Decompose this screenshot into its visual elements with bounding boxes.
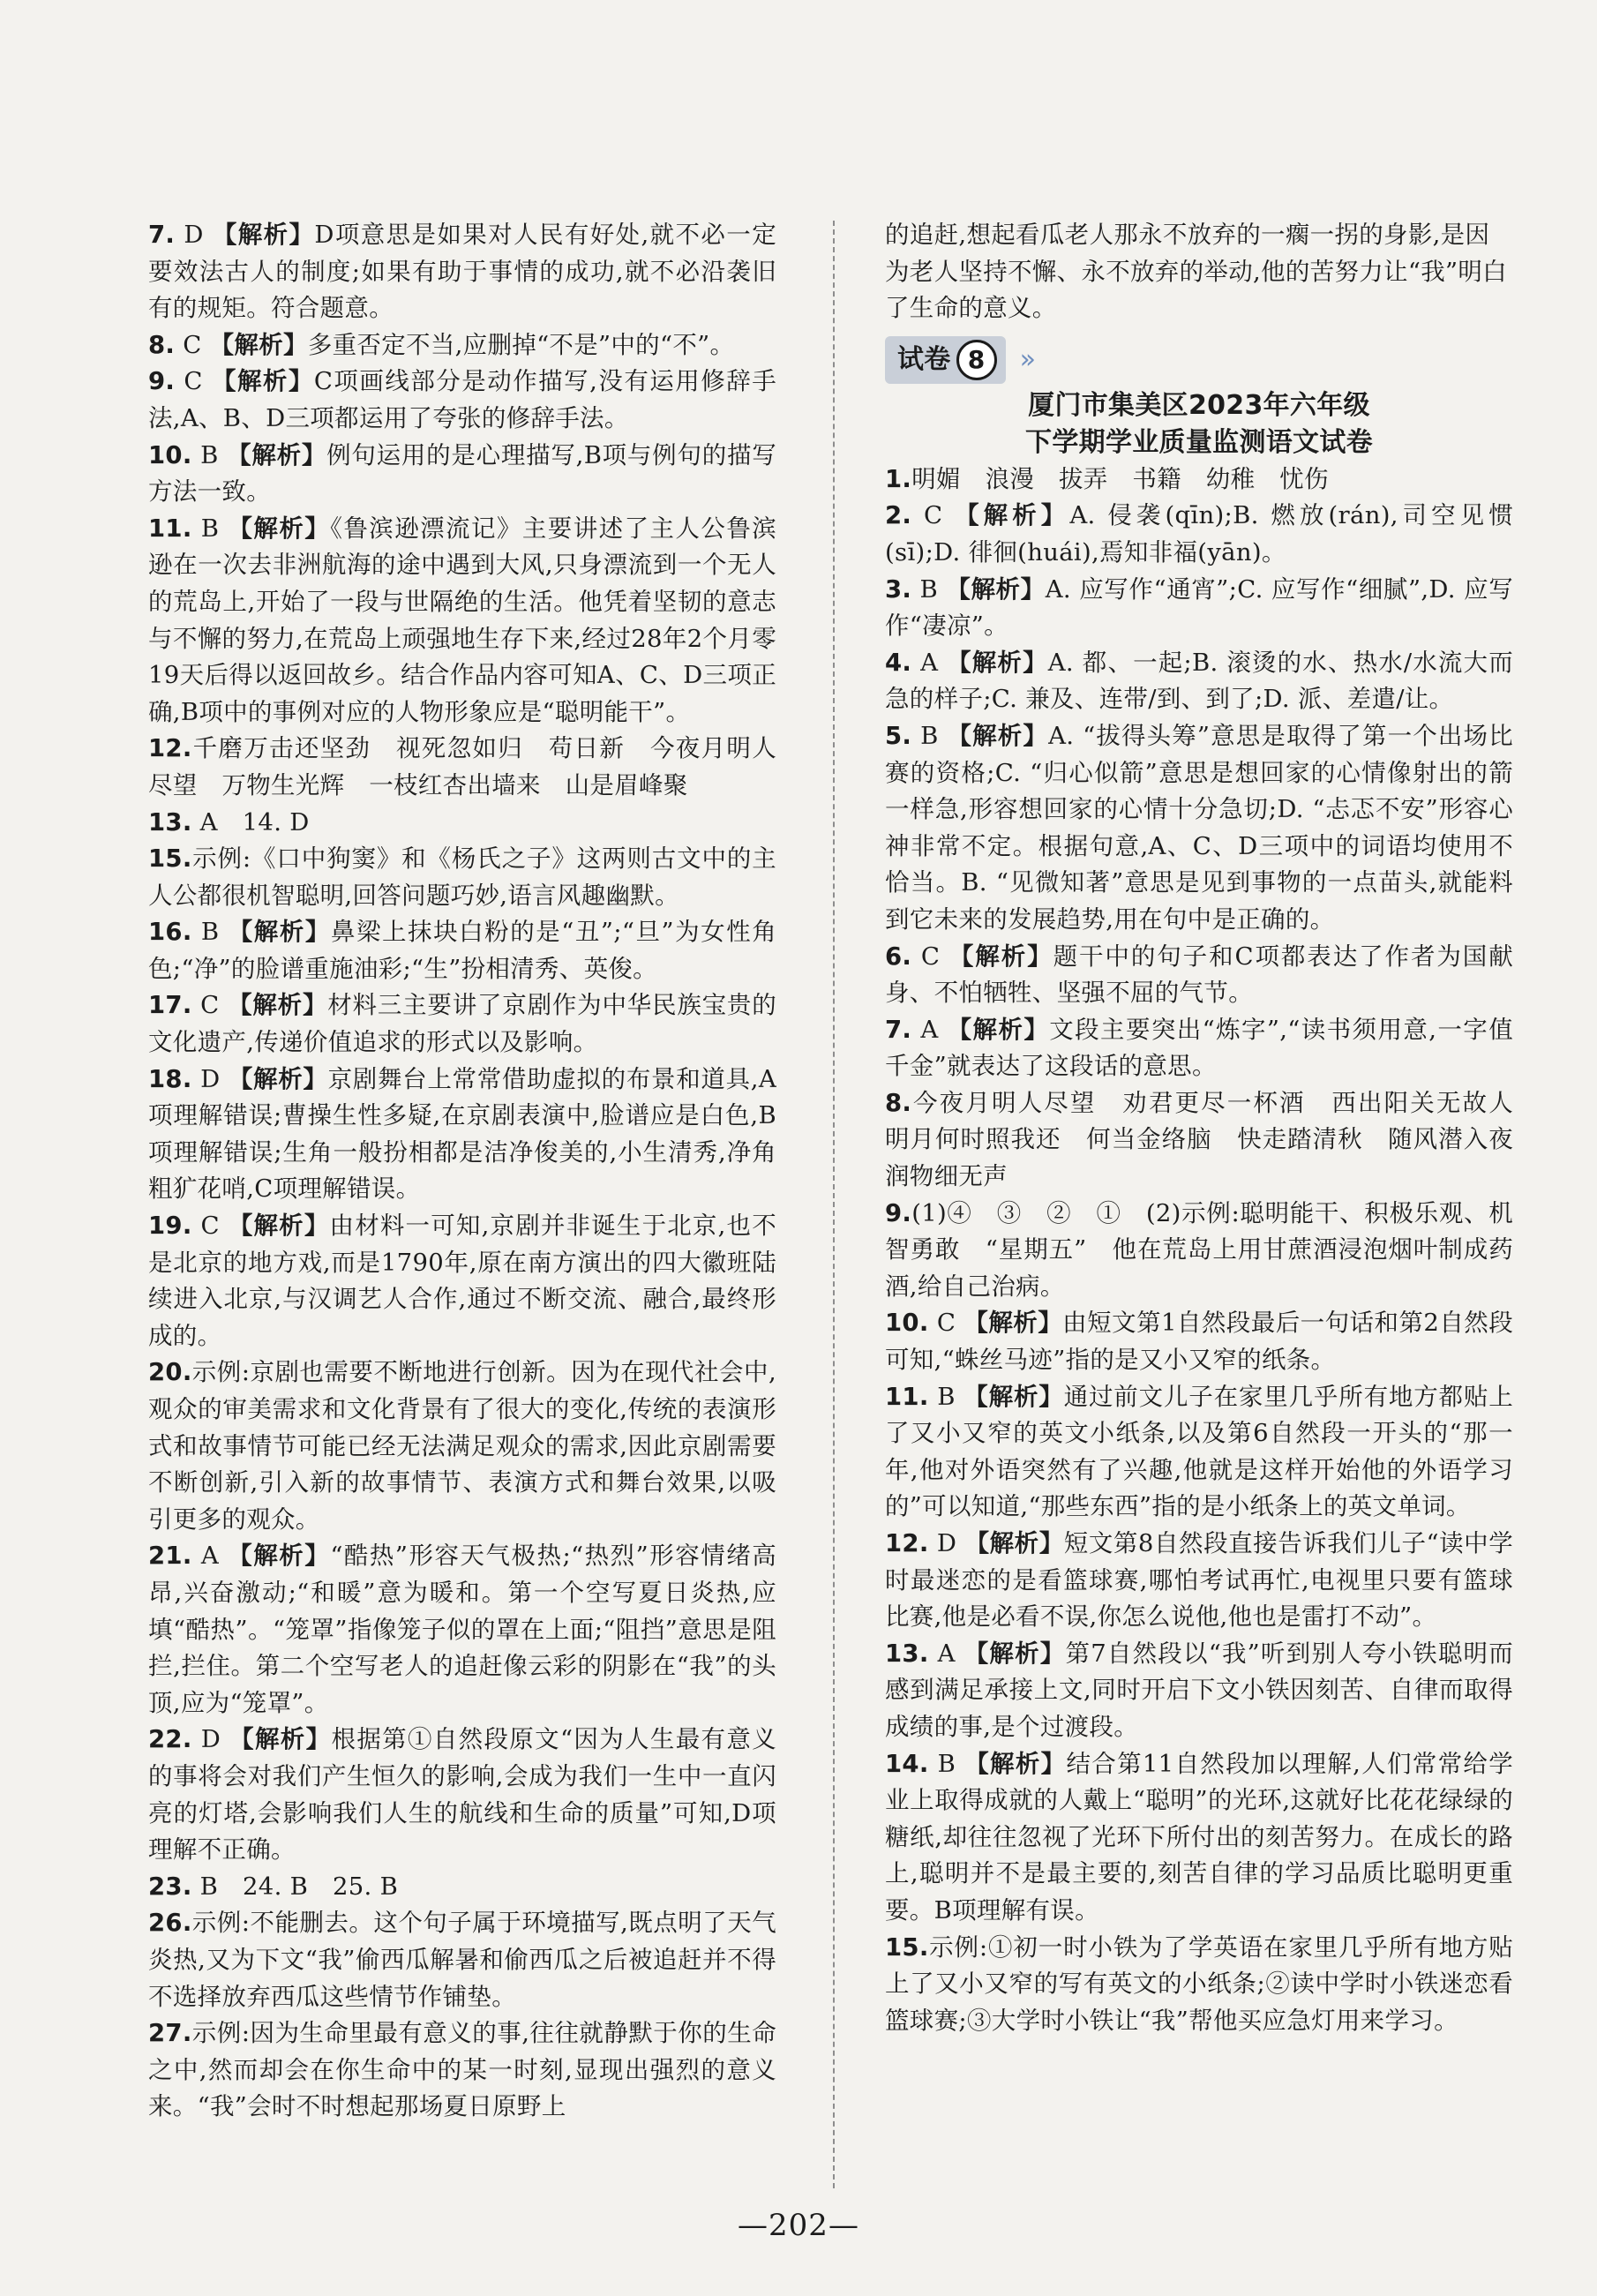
question-number: 3.	[885, 574, 912, 604]
question-number: 7.	[885, 1015, 912, 1044]
answer-text: 由材料一可知,京剧并非诞生于北京,也不是北京的地方戏,而是1790年,原在南方演出的四大徽班陆续进入北京,与汉调艺人合作,通过不断交流、融合,最终形成的。	[148, 1212, 776, 1350]
question-number: 15.	[148, 844, 192, 874]
answer-text: 文段主要突出“炼字”,“读书须用意,一字值千金”就表达了这段话的意思。	[885, 1015, 1513, 1081]
answer-choice: A	[200, 1542, 220, 1571]
answer-choice: C	[200, 991, 220, 1020]
analysis-tag: 【解析】	[228, 991, 328, 1020]
answer-item	[148, 511, 776, 732]
analysis-tag: 【解析】	[229, 1725, 332, 1754]
question-number: 16.	[148, 918, 192, 947]
test-badge	[885, 336, 1006, 384]
answer-item	[148, 2015, 776, 2126]
question-number: 13.	[885, 1639, 929, 1668]
answer-text: 由短文第1自然段最后一句话和第2自然段可知,“蛛丝马迹”指的是又小又窄的纸条。	[885, 1309, 1514, 1375]
answer-text: 例句运用的是心理描写,B项与例句的描写方法一致。	[148, 440, 776, 506]
analysis-tag: 【解析】	[948, 942, 1053, 971]
answer-text: A. 应写作“通宵”;C. 应写作“细腻”,D. 应写作“凄凉”。	[885, 574, 1514, 641]
answer-item	[148, 914, 776, 987]
answer-text: 示例:《口中狗窦》和《杨氏之子》这两则古文中的主人公都很机智聪明,回答问题巧妙,语言风趣幽默。	[148, 844, 776, 910]
analysis-tag: 【解析】	[964, 1749, 1067, 1778]
question-number: 8.	[885, 1088, 912, 1117]
continued-answer-27: 的追赶,想起看瓜老人那永不放弃的一瘸一拐的身影,是因为老人坚持不懈、永不放弃的举动,他的苦努力让“我”明白了生命的意义。	[885, 221, 1507, 323]
answer-item	[885, 1305, 1513, 1378]
answer-choice: C	[923, 501, 943, 530]
question-number: 9.	[148, 367, 176, 396]
question-number: 10.	[885, 1309, 929, 1338]
answer-text: 材料三主要讲了京剧作为中华民族宝贵的文化遗产,传递价值追求的形式以及影响。	[148, 991, 777, 1057]
answer-choice: A	[920, 648, 939, 677]
page-number: —202—	[738, 2208, 859, 2243]
answer-choice: B	[937, 1382, 956, 1411]
answer-item	[148, 327, 776, 364]
answer-text: A. 都、一起;B. 滚烫的水、热水/水流大而急的样子;C. 兼及、连带/到、到了;D. 派、差遣/让。	[885, 648, 1514, 714]
analysis-tag: 【解析】	[947, 1015, 1050, 1044]
question-number: 11.	[148, 514, 192, 543]
analysis-tag: 【解析】	[946, 574, 1046, 604]
answer-item	[885, 1930, 1513, 2040]
test-badge-number: 8	[956, 340, 997, 380]
answer-text: C项画线部分是动作描写,没有运用修辞手法,A、B、D三项都运用了夸张的修辞手法。	[148, 367, 776, 432]
double-chevron-icon: »	[1019, 343, 1037, 375]
answer-choice: C	[920, 942, 941, 971]
analysis-tag: 【解析】	[228, 514, 331, 543]
question-number: 27.	[148, 2019, 192, 2048]
analysis-tag: 【解析】	[212, 221, 315, 249]
answer-text: 示例:①初一时小铁为了学英语在家里几乎所有地方贴上了又小又窄的写有英文的小纸条;②读中学时小铁迷恋看篮球赛;③大学时小铁让“我”帮他买应急灯用来学习。	[885, 1932, 1513, 2035]
answer-item	[885, 1526, 1513, 1636]
answer-item	[885, 645, 1513, 718]
answer-text: 示例:因为生命里最有意义的事,往往就静默于你的生命之中,然而却会在你生命中的某一时刻,显现出强烈的意义来。“我”会时不时想起那场夏日原野上	[148, 2019, 776, 2121]
right-column	[885, 217, 1538, 2039]
question-number: 11.	[885, 1382, 929, 1411]
answer-text: D项意思是如果对人民有好处,就不必一定要效法古人的制度;如果有助于事情的成功,就不必沿袭旧有的规矩。符合题意。	[148, 221, 776, 323]
answer-text: 明媚 浪漫 拔弄 书籍 幼稚 忧伤	[911, 464, 1329, 493]
question-number: 13.	[148, 807, 192, 837]
answer-text: 结合第11自然段加以理解,人们常常给学业上取得成就的人戴上“聪明”的光环,这就好比花花绿绿的糖纸,却往往忽视了光环下所付出的刻苦努力。在成长的路上,聪明并不是最主要的,刻苦自律的学习品质比聪明更重要。B项理解有误。	[885, 1749, 1513, 1925]
answer-choice: B	[200, 440, 219, 469]
analysis-tag: 【解析】	[963, 1382, 1064, 1411]
answer-text: 《鲁滨逊漂流记》主要讲述了主人公鲁滨逊在一次去非洲航海的途中遇到大风,只身漂流到一个无人的荒岛上,开始了一段与世隔绝的生活。他凭着坚韧的意志与不懈的努力,在荒岛上顽强地生存下来,经过28年2个月零19天后得以返回故乡。结合作品内容可知A、C、D三项正确,B项中的事例对应的人物形象应是“聪明能干”。	[148, 514, 776, 726]
analysis-tag: 【解析】	[228, 1212, 330, 1241]
answer-text: 京剧舞台上常常借助虚拟的布景和道具,A项理解错误;曹操生性多疑,在京剧表演中,脸谱应是白色,B项理解错误;生角一般扮相都是洁净俊美的,小生清秀,净角粗犷花哨,C项理解错误。	[148, 1064, 776, 1204]
question-number: 10.	[148, 440, 192, 469]
answer-text: 多重否定不当,应删掉“不是”中的“不”。	[307, 330, 735, 359]
answer-item	[148, 1354, 776, 1538]
analysis-tag: 【解析】	[955, 501, 1070, 530]
answer-choice: C	[200, 1212, 220, 1241]
answer-item	[148, 805, 776, 842]
answer-text: 根据第①自然段原文“因为人生最有意义的事将会对我们产生恒久的影响,会成为我们一生中一直闪亮的灯塔,会影响我们人生的航线和生命的质量”可知,D项理解不正确。	[148, 1725, 776, 1865]
answer-item	[148, 1208, 776, 1354]
answer-text: 今夜月明人尽望 劝君更尽一杯酒 西出阳关无故人 明月何时照我还 何当金络脑 快走踏清秋 随风潜入夜 润物细无声	[885, 1088, 1538, 1191]
analysis-tag: 【解析】	[963, 1639, 1066, 1668]
answer-item	[885, 718, 1513, 939]
answer-item	[148, 1905, 776, 2015]
answer-item	[148, 1722, 776, 1868]
answer-item	[148, 217, 776, 327]
answer-text: “酷热”形容天气极热;“热烈”形容情绪高昂,兴奋激动;“和暖”意为暖和。第一个空写夏日炎热,应填“酷热”。“笼罩”指像笼子似的罩在上面;“阻挡”意思是阻拦,拦住。第二个空写老人的追赶像云彩的阴影在“我”的头顶,应为“笼罩”。	[148, 1542, 777, 1717]
question-number: 23.	[148, 1872, 192, 1901]
answer-choice: B	[919, 574, 939, 604]
question-number: 7.	[148, 221, 176, 249]
answer-text: A. “拔得头筹”意思是取得了第一个出场比赛的资格;C. “归心似箭”意思是想回家的心情像射出的箭一样急,形容想回家的心情十分急切;D. “忐忑不安”形容心神非常不定。根据句意,A、C、D三项中的词语均使用不恰当。B. “见微知著”意思是见到事物的一点苗头,就能料到它未来的发展趋势,用在句中是正确的。	[885, 721, 1513, 934]
question-number: 2.	[885, 501, 912, 530]
test-title-line2: 下学期学业质量监测语文试卷	[1025, 426, 1373, 458]
answer-choice: A 14. D	[199, 807, 310, 837]
question-number: 4.	[885, 648, 912, 677]
answer-choice: B	[200, 514, 220, 543]
test-section-header	[885, 336, 1513, 384]
answer-choice: C	[936, 1309, 956, 1338]
answer-choice: D	[200, 1064, 221, 1093]
question-number: 8.	[148, 330, 176, 359]
answer-choice: D	[200, 1725, 221, 1754]
answer-item	[148, 1869, 776, 1906]
answer-choice: D	[184, 221, 204, 249]
answer-choice: D	[936, 1529, 957, 1557]
answer-item	[885, 498, 1513, 571]
answer-item	[148, 731, 776, 804]
answer-choice: B	[937, 1749, 956, 1778]
right-answer-list	[885, 461, 1538, 2040]
question-number: 19.	[148, 1212, 192, 1241]
answer-item	[885, 1636, 1513, 1746]
analysis-tag: 【解析】	[228, 1542, 331, 1571]
analysis-tag: 【解析】	[228, 1064, 328, 1093]
answer-item	[148, 1062, 776, 1208]
question-number: 12.	[148, 734, 192, 763]
answer-choice: B	[200, 918, 220, 947]
answer-choice: C	[183, 330, 202, 359]
question-number: 18.	[148, 1064, 192, 1093]
question-number: 5.	[885, 721, 912, 750]
answer-text: 通过前文儿子在家里几乎所有地方都贴上了又小又窄的英文小纸条,以及第6自然段一开头的“那一年,他对外语突然有了兴趣,他就是这样开始他的外语学习的”可以知道,“那些东西”指的是小纸条上的英文单词。	[885, 1382, 1514, 1521]
analysis-tag: 【解析】	[964, 1529, 1064, 1557]
answer-text: 示例:不能删去。这个句子属于环境描写,既点明了天气炎热,又为下文“我”偷西瓜解暑和偷西瓜之后被追赶并不得不选择放弃西瓜这些情节作铺垫。	[148, 1909, 776, 2011]
question-number: 26.	[148, 1909, 192, 1938]
question-number: 12.	[885, 1529, 929, 1557]
analysis-tag: 【解析】	[947, 648, 1048, 677]
answer-item	[148, 438, 776, 511]
answer-item	[885, 1746, 1513, 1930]
answer-item	[148, 987, 776, 1061]
left-column	[148, 217, 776, 2126]
analysis-tag: 【解析】	[947, 721, 1049, 750]
answer-item	[885, 572, 1513, 645]
test-badge-label: 试卷	[897, 343, 951, 375]
answer-item	[885, 1085, 1538, 1196]
answer-choice: C	[184, 367, 203, 396]
answer-text: 短文第8自然段直接告诉我们儿子“读中学时最迷恋的是看篮球赛,哪怕考试再忙,电视里只要有篮球比赛,他是必看不误,你怎么说他,他也是雷打不动”。	[885, 1529, 1513, 1632]
analysis-tag: 【解析】	[209, 330, 308, 359]
question-number: 20.	[148, 1358, 192, 1387]
analysis-tag: 【解析】	[211, 367, 314, 396]
answer-item	[885, 1012, 1513, 1085]
answer-text: (1)④ ③ ② ① (2)示例:聪明能干、积极乐观、机智勇敢 “星期五” 他在荒岛上用甘蔗酒浸泡烟叶制成药酒,给自己治病。	[885, 1198, 1513, 1301]
answer-text: 示例:京剧也需要不断地进行创新。因为在现代社会中,观众的审美需求和文化背景有了很大的变化,传统的表演形式和故事情节可能已经无法满足观众的需求,因此京剧需要不断创新,引入新的故事情节、表演方式和舞台效果,以吸引更多的观众。	[148, 1358, 776, 1534]
answer-item	[885, 1196, 1513, 1306]
column-divider	[833, 221, 835, 2188]
answer-item	[148, 364, 776, 437]
question-number: 1.	[885, 464, 912, 493]
answer-item	[885, 1379, 1513, 1526]
question-number: 17.	[148, 991, 192, 1020]
answer-item	[885, 461, 1513, 499]
test-title-line1: 厦门市集美区2023年六年级	[1028, 389, 1370, 421]
question-number: 15.	[885, 1932, 929, 1962]
answer-choice: B	[920, 721, 939, 750]
answer-text: 第7自然段以“我”听到别人夸小铁聪明而感到满足承接上文,同时开启下文小铁因刻苦、自律而取得成绩的事,是个过渡段。	[885, 1639, 1514, 1741]
analysis-tag: 【解析】	[963, 1309, 1063, 1338]
question-number: 14.	[885, 1749, 929, 1778]
question-number: 9.	[885, 1198, 912, 1227]
answer-item	[885, 939, 1513, 1012]
answer-choice: B 24. B 25. B	[199, 1872, 399, 1901]
answer-text: 鼻梁上抹块白粉的是“丑”;“旦”为女性角色;“净”的脸谱重施油彩;“生”扮相清秀、英俊。	[148, 918, 777, 983]
answer-text: 千磨万击还坚劲 视死忽如归 苟日新 今夜月明人尽望 万物生光辉 一枝红杏出墙来 山是眉峰聚	[148, 734, 776, 799]
answer-text: 题干中的句子和C项都表达了作者为国献身、不怕牺牲、坚强不屈的气节。	[885, 942, 1514, 1008]
question-number: 22.	[148, 1725, 192, 1754]
answer-choice: A	[920, 1015, 939, 1044]
answer-item	[148, 1538, 776, 1722]
answer-text: A. 侵袭(qīn);B. 燃放(rán),司空见惯(sī);D. 徘徊(huái),焉知非福(yān)。	[885, 501, 1513, 566]
analysis-tag: 【解析】	[228, 918, 331, 947]
answer-choice: A	[937, 1639, 956, 1668]
analysis-tag: 【解析】	[227, 440, 327, 469]
question-number: 21.	[148, 1542, 192, 1571]
question-number: 6.	[885, 942, 912, 971]
answer-item	[148, 841, 776, 914]
